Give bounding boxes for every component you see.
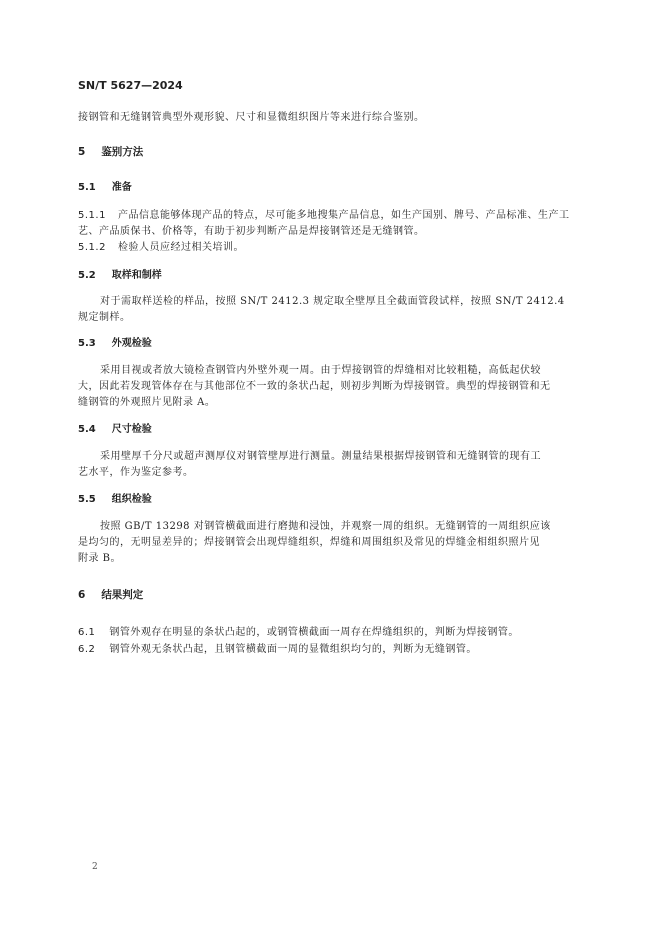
section-title: 准备	[111, 182, 132, 193]
section-5-2-line-1: 对于需取样送检的样品，按照 SN/T 2412.3 规定取全壁厚且全截面管段试样，按照 SN/T 2412.4	[100, 296, 565, 307]
section-6-heading	[78, 587, 143, 602]
document-code: SN/T 5627—2024	[78, 79, 183, 92]
section-5-2-line-2: 规定制样。	[78, 312, 131, 323]
clause-6-2	[78, 640, 477, 655]
section-5-4-heading	[78, 420, 152, 435]
clause-number: 5.1.2	[78, 242, 106, 253]
clause-text: 钢管外观存在明显的条状凸起的，或钢管横截面一周存在焊缝组织的，判断为焊接钢管。	[109, 627, 519, 638]
section-5-1-heading	[78, 178, 132, 193]
section-number: 5.5	[78, 494, 96, 505]
section-number: 5.4	[78, 424, 96, 435]
section-number: 5.1	[78, 182, 96, 193]
section-5-4-line-2: 艺水平，作为鉴定参考。	[78, 467, 194, 478]
section-title: 尺寸检验	[111, 424, 152, 435]
section-5-2-heading	[78, 266, 162, 281]
section-5-5-heading	[78, 490, 152, 505]
section-title: 取样和制样	[111, 270, 162, 281]
section-5-3-heading	[78, 334, 152, 349]
clause-number: 6.2	[78, 644, 96, 655]
section-title: 鉴别方法	[101, 146, 144, 158]
section-5-3-line-3: 缝钢管的外观照片见附录 A。	[78, 397, 216, 408]
section-title: 结果判定	[101, 589, 144, 601]
clause-number: 5.1.1	[78, 210, 106, 221]
section-5-heading	[78, 144, 143, 159]
section-5-5-line-2: 是均匀的，无明显差异的；焊接钢管会出现焊缝组织，焊缝和周围组织及常见的焊缝金相组织照片见	[78, 537, 540, 548]
section-5-4-line-1: 采用壁厚千分尺或超声测厚仪对钢管壁厚进行测量。测量结果根据焊接钢管和无缝钢管的现有工	[100, 451, 541, 462]
clause-text: 钢管外观无条状凸起，且钢管横截面一周的显微组织均匀的，判断为无缝钢管。	[109, 644, 477, 655]
clause-number: 6.1	[78, 627, 96, 638]
clause-text: 检验人员应经过相关培训。	[117, 242, 244, 253]
intro-paragraph: 接钢管和无缝钢管典型外观形貌、尺寸和显微组织图片等来进行综合鉴别。	[78, 112, 425, 123]
clause-5-1-1-line-2: 艺、产品质保书、价格等，有助于初步判断产品是焊接钢管还是无缝钢管。	[78, 226, 425, 237]
section-number: 5	[78, 146, 86, 158]
clause-text: 产品信息能够体现产品的特点，尽可能多地搜集产品信息，如生产国别、牌号、产品标准、生产工	[117, 210, 570, 221]
clause-5-1-1-line-1	[78, 206, 569, 221]
section-title: 外观检验	[111, 338, 152, 349]
page-number: 2	[92, 862, 98, 872]
clause-5-1-2	[78, 238, 244, 253]
section-5-5-line-1: 按照 GB/T 13298 对钢管横截面进行磨抛和浸蚀，并观察一周的组织。无缝钢管的一周组织应该	[100, 521, 551, 532]
section-title: 组织检验	[111, 494, 152, 505]
section-number: 5.3	[78, 338, 96, 349]
section-5-3-line-1: 采用目视或者放大镜检查钢管内外壁外观一周。由于焊接钢管的焊缝相对比较粗糙，高低起伏较	[100, 365, 541, 376]
section-5-3-line-2: 大，因此若发现管体存在与其他部位不一致的条状凸起，则初步判断为焊接钢管。典型的焊接钢管和无	[78, 381, 551, 392]
section-number: 6	[78, 589, 86, 601]
clause-6-1	[78, 623, 519, 638]
section-5-5-line-3: 附录 B。	[78, 553, 122, 564]
section-number: 5.2	[78, 270, 96, 281]
